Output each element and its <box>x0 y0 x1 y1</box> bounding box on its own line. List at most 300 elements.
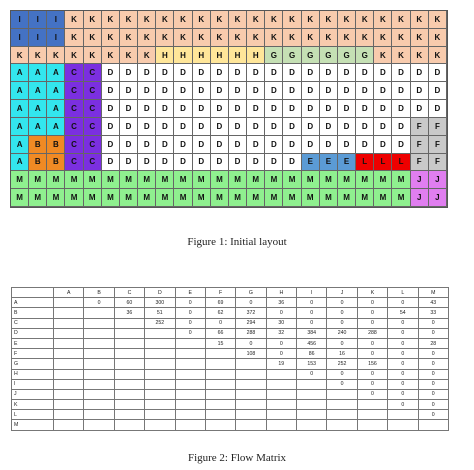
layout-cell-D: D <box>320 118 338 136</box>
flow-matrix-cell <box>114 359 144 369</box>
flow-matrix-cell: 0 <box>357 318 387 328</box>
flow-matrix-cell: 300 <box>145 298 175 308</box>
flow-matrix-cell: 0 <box>357 379 387 389</box>
flow-matrix-cell <box>175 349 205 359</box>
layout-cell-B: B <box>47 154 65 172</box>
flow-matrix-column-header: G <box>236 288 266 298</box>
flow-matrix-cell <box>297 400 327 410</box>
layout-cell-K: K <box>120 29 138 47</box>
flow-matrix-column-header: J <box>327 288 357 298</box>
layout-cell-K: K <box>29 47 47 65</box>
flow-matrix-row <box>12 328 449 338</box>
flow-matrix-cell <box>54 410 84 420</box>
flow-matrix-table <box>11 287 449 431</box>
layout-cell-K: K <box>211 11 229 29</box>
flow-matrix-cell <box>84 308 114 318</box>
flow-matrix-row <box>12 298 449 308</box>
flow-matrix-cell <box>54 389 84 399</box>
layout-cell-K: K <box>374 29 392 47</box>
layout-cell-D: D <box>229 118 247 136</box>
layout-cell-D: D <box>229 100 247 118</box>
flow-matrix-cell <box>236 379 266 389</box>
flow-matrix-column-header: C <box>114 288 144 298</box>
layout-cell-D: D <box>156 82 174 100</box>
flow-matrix-row <box>12 400 449 410</box>
flow-matrix-cell <box>388 410 418 420</box>
flow-matrix-cell <box>84 338 114 348</box>
flow-matrix-cell <box>54 349 84 359</box>
layout-cell-F: F <box>411 118 429 136</box>
flow-matrix-row <box>12 389 449 399</box>
layout-cell-D: D <box>120 100 138 118</box>
layout-cell-K: K <box>283 11 301 29</box>
layout-cell-K: K <box>265 29 283 47</box>
flow-matrix-cell <box>145 420 175 430</box>
flow-matrix-cell: 0 <box>357 298 387 308</box>
layout-cell-G: G <box>302 47 320 65</box>
layout-cell-M: M <box>302 171 320 189</box>
flow-matrix-cell <box>54 318 84 328</box>
layout-cell-C: C <box>65 82 83 100</box>
layout-cell-C: C <box>84 100 102 118</box>
layout-cell-D: D <box>174 100 192 118</box>
layout-cell-K: K <box>302 29 320 47</box>
layout-cell-K: K <box>211 29 229 47</box>
flow-matrix-cell: 16 <box>327 349 357 359</box>
flow-matrix-cell: 0 <box>418 379 449 389</box>
flow-matrix-cell <box>145 389 175 399</box>
flow-matrix-cell: 0 <box>388 400 418 410</box>
flow-matrix-cell <box>327 420 357 430</box>
layout-cell-K: K <box>138 11 156 29</box>
flow-matrix-cell: 0 <box>297 369 327 379</box>
layout-cell-D: D <box>174 64 192 82</box>
flow-matrix-cell: 0 <box>175 328 205 338</box>
flow-matrix-row <box>12 410 449 420</box>
flow-matrix-cell <box>266 379 296 389</box>
flow-matrix-row-header: J <box>12 389 54 399</box>
layout-cell-C: C <box>65 136 83 154</box>
flow-matrix-cell <box>145 379 175 389</box>
flow-matrix-cell: 0 <box>266 338 296 348</box>
layout-cell-M: M <box>338 171 356 189</box>
layout-cell-G: G <box>356 47 374 65</box>
flow-matrix-cell <box>205 400 235 410</box>
flow-matrix-cell <box>84 400 114 410</box>
flow-matrix-cell <box>236 389 266 399</box>
layout-cell-M: M <box>174 171 192 189</box>
layout-cell-M: M <box>29 171 47 189</box>
flow-matrix-cell <box>84 410 114 420</box>
layout-cell-D: D <box>392 64 410 82</box>
flow-matrix-row <box>12 318 449 328</box>
flow-matrix-cell <box>84 389 114 399</box>
layout-cell-A: A <box>11 64 29 82</box>
flow-matrix-cell: 288 <box>357 328 387 338</box>
layout-cell-F: F <box>411 154 429 172</box>
layout-cell-D: D <box>193 154 211 172</box>
flow-matrix-cell <box>266 420 296 430</box>
layout-cell-D: D <box>320 100 338 118</box>
layout-cell-M: M <box>138 189 156 207</box>
flow-matrix-cell: 108 <box>236 349 266 359</box>
layout-cell-K: K <box>320 11 338 29</box>
layout-cell-K: K <box>84 11 102 29</box>
flow-matrix-cell <box>236 410 266 420</box>
flow-matrix-cell <box>236 400 266 410</box>
layout-cell-A: A <box>47 82 65 100</box>
flow-matrix-cell <box>297 410 327 420</box>
flow-matrix-cell: 0 <box>418 359 449 369</box>
flow-matrix-row <box>12 349 449 359</box>
flow-matrix-row-header: A <box>12 298 54 308</box>
flow-matrix-cell: 456 <box>297 338 327 348</box>
layout-cell-M: M <box>265 189 283 207</box>
flow-matrix-cell <box>114 379 144 389</box>
layout-cell-K: K <box>392 11 410 29</box>
flow-matrix-column-header: E <box>175 288 205 298</box>
layout-cell-K: K <box>429 47 447 65</box>
flow-matrix-row-header: E <box>12 338 54 348</box>
layout-cell-M: M <box>156 189 174 207</box>
flow-matrix-cell: 0 <box>327 308 357 318</box>
layout-cell-D: D <box>374 136 392 154</box>
flow-matrix-cell <box>145 349 175 359</box>
layout-cell-M: M <box>193 171 211 189</box>
flow-matrix-cell <box>114 328 144 338</box>
flow-matrix-row <box>12 379 449 389</box>
flow-matrix-cell <box>205 369 235 379</box>
flow-matrix-cell: 0 <box>357 338 387 348</box>
flow-matrix-cell: 384 <box>297 328 327 338</box>
layout-cell-D: D <box>374 82 392 100</box>
layout-cell-G: G <box>338 47 356 65</box>
layout-cell-D: D <box>247 82 265 100</box>
layout-cell-D: D <box>283 118 301 136</box>
layout-cell-A: A <box>11 100 29 118</box>
flow-matrix-cell: 69 <box>205 298 235 308</box>
flow-matrix-row-header: K <box>12 400 54 410</box>
flow-matrix-cell <box>175 400 205 410</box>
flow-matrix-cell: 54 <box>388 308 418 318</box>
flow-matrix-cell <box>266 389 296 399</box>
flow-matrix-cell <box>236 420 266 430</box>
layout-cell-K: K <box>283 29 301 47</box>
layout-cell-D: D <box>283 64 301 82</box>
flow-matrix-cell <box>114 420 144 430</box>
flow-matrix-cell: 0 <box>84 298 114 308</box>
layout-cell-K: K <box>47 47 65 65</box>
layout-cell-D: D <box>247 154 265 172</box>
layout-cell-M: M <box>247 189 265 207</box>
flow-matrix-cell <box>327 410 357 420</box>
layout-cell-D: D <box>411 82 429 100</box>
flow-matrix-cell: 0 <box>357 389 387 399</box>
layout-cell-C: C <box>84 64 102 82</box>
flow-matrix-row-header: C <box>12 318 54 328</box>
layout-cell-D: D <box>138 136 156 154</box>
flow-matrix-cell <box>84 349 114 359</box>
layout-cell-G: G <box>320 47 338 65</box>
layout-cell-D: D <box>429 82 447 100</box>
layout-cell-K: K <box>411 11 429 29</box>
layout-cell-B: B <box>29 136 47 154</box>
layout-cell-B: B <box>29 154 47 172</box>
layout-cell-K: K <box>356 11 374 29</box>
figure-2-caption: Figure 2: Flow Matrix <box>187 452 287 464</box>
flow-matrix-column-header: A <box>54 288 84 298</box>
flow-matrix-cell: 0 <box>327 338 357 348</box>
flow-matrix-cell <box>54 379 84 389</box>
layout-cell-E: E <box>338 154 356 172</box>
layout-cell-D: D <box>356 64 374 82</box>
layout-cell-D: D <box>193 136 211 154</box>
layout-cell-D: D <box>283 100 301 118</box>
layout-cell-D: D <box>211 118 229 136</box>
layout-cell-K: K <box>429 11 447 29</box>
layout-cell-D: D <box>265 154 283 172</box>
flow-matrix-cell <box>114 389 144 399</box>
layout-cell-D: D <box>283 82 301 100</box>
layout-cell-D: D <box>102 118 120 136</box>
layout-cell-K: K <box>193 11 211 29</box>
layout-cell-D: D <box>265 100 283 118</box>
layout-cell-K: K <box>392 47 410 65</box>
flow-matrix-cell <box>145 400 175 410</box>
layout-cell-D: D <box>302 136 320 154</box>
layout-cell-M: M <box>283 189 301 207</box>
flow-matrix-cell: 32 <box>266 328 296 338</box>
flow-matrix-cell: 288 <box>236 328 266 338</box>
flow-matrix-cell <box>175 389 205 399</box>
flow-matrix-cell: 0 <box>236 298 266 308</box>
layout-cell-K: K <box>84 47 102 65</box>
layout-cell-E: E <box>320 154 338 172</box>
layout-cell-C: C <box>84 82 102 100</box>
flow-matrix-cell: 294 <box>236 318 266 328</box>
layout-cell-D: D <box>247 64 265 82</box>
flow-matrix-cell: 36 <box>114 308 144 318</box>
flow-matrix-row-header: G <box>12 359 54 369</box>
layout-cell-M: M <box>211 189 229 207</box>
flow-matrix-cell: 0 <box>388 369 418 379</box>
layout-cell-D: D <box>211 136 229 154</box>
layout-cell-K: K <box>229 29 247 47</box>
layout-cell-A: A <box>11 82 29 100</box>
layout-cell-M: M <box>193 189 211 207</box>
layout-cell-E: E <box>302 154 320 172</box>
layout-cell-K: K <box>392 29 410 47</box>
layout-cell-D: D <box>374 64 392 82</box>
layout-cell-C: C <box>65 100 83 118</box>
layout-cell-M: M <box>229 171 247 189</box>
flow-matrix-cell: 0 <box>388 318 418 328</box>
layout-cell-M: M <box>302 189 320 207</box>
flow-matrix-cell: 0 <box>327 369 357 379</box>
layout-cell-D: D <box>102 154 120 172</box>
layout-cell-D: D <box>265 118 283 136</box>
layout-cell-M: M <box>320 171 338 189</box>
flow-matrix-column-header: L <box>388 288 418 298</box>
flow-matrix-cell: 0 <box>357 308 387 318</box>
layout-cell-M: M <box>102 171 120 189</box>
layout-cell-D: D <box>193 118 211 136</box>
flow-matrix-cell <box>266 400 296 410</box>
flow-matrix-column-header: H <box>266 288 296 298</box>
layout-cell-A: A <box>47 118 65 136</box>
flow-matrix-cell: 0 <box>266 349 296 359</box>
layout-cell-D: D <box>156 154 174 172</box>
flow-matrix-cell <box>54 298 84 308</box>
flow-matrix-cell <box>297 389 327 399</box>
layout-cell-J: J <box>411 171 429 189</box>
layout-cell-A: A <box>11 118 29 136</box>
flow-matrix-cell <box>114 400 144 410</box>
layout-cell-D: D <box>193 64 211 82</box>
flow-matrix-row <box>12 338 449 348</box>
flow-matrix-cell: 0 <box>418 369 449 379</box>
flow-matrix-cell <box>114 369 144 379</box>
layout-cell-H: H <box>174 47 192 65</box>
flow-matrix-cell <box>145 369 175 379</box>
flow-matrix-cell <box>175 359 205 369</box>
layout-cell-D: D <box>338 100 356 118</box>
flow-matrix-cell: 0 <box>327 379 357 389</box>
layout-cell-L: L <box>356 154 374 172</box>
flow-matrix-cell: 0 <box>266 308 296 318</box>
flow-matrix-cell <box>357 410 387 420</box>
layout-cell-M: M <box>356 189 374 207</box>
flow-matrix-cell: 0 <box>357 349 387 359</box>
layout-cell-K: K <box>156 11 174 29</box>
layout-cell-M: M <box>211 171 229 189</box>
layout-cell-M: M <box>374 189 392 207</box>
layout-cell-M: M <box>84 189 102 207</box>
layout-cell-M: M <box>102 189 120 207</box>
layout-cell-D: D <box>320 136 338 154</box>
layout-cell-K: K <box>374 47 392 65</box>
layout-cell-D: D <box>283 136 301 154</box>
flow-matrix-column-header: F <box>205 288 235 298</box>
flow-matrix-cell <box>236 359 266 369</box>
flow-matrix-cell: 0 <box>388 338 418 348</box>
layout-cell-C: C <box>84 118 102 136</box>
layout-cell-D: D <box>356 82 374 100</box>
layout-cell-D: D <box>102 64 120 82</box>
flow-matrix-cell: 0 <box>388 379 418 389</box>
layout-cell-D: D <box>138 64 156 82</box>
layout-cell-D: D <box>320 64 338 82</box>
layout-cell-C: C <box>65 64 83 82</box>
flow-matrix-cell <box>84 328 114 338</box>
flow-matrix-cell: 0 <box>418 318 449 328</box>
layout-cell-G: G <box>283 47 301 65</box>
layout-cell-I: I <box>29 29 47 47</box>
layout-cell-K: K <box>102 47 120 65</box>
flow-matrix-cell <box>175 410 205 420</box>
layout-cell-D: D <box>156 64 174 82</box>
layout-cell-K: K <box>11 47 29 65</box>
layout-cell-D: D <box>338 82 356 100</box>
flow-matrix-cell: 0 <box>297 308 327 318</box>
layout-cell-J: J <box>411 189 429 207</box>
flow-matrix-cell: 0 <box>388 328 418 338</box>
layout-cell-D: D <box>138 100 156 118</box>
layout-cell-B: B <box>47 136 65 154</box>
layout-cell-D: D <box>120 64 138 82</box>
layout-cell-K: K <box>174 29 192 47</box>
layout-cell-M: M <box>120 189 138 207</box>
layout-cell-D: D <box>211 64 229 82</box>
flow-matrix-column-header: B <box>84 288 114 298</box>
flow-matrix-cell <box>205 379 235 389</box>
layout-cell-C: C <box>65 118 83 136</box>
flow-matrix-column-header: K <box>357 288 387 298</box>
flow-matrix-header-row <box>12 288 449 298</box>
layout-cell-M: M <box>120 171 138 189</box>
flow-matrix-cell <box>266 369 296 379</box>
initial-layout-grid <box>10 10 448 208</box>
layout-cell-M: M <box>11 189 29 207</box>
layout-cell-D: D <box>411 64 429 82</box>
layout-cell-A: A <box>11 136 29 154</box>
flow-matrix-cell <box>84 318 114 328</box>
flow-matrix-cell <box>145 338 175 348</box>
layout-cell-K: K <box>120 47 138 65</box>
flow-matrix-column-header: M <box>418 288 449 298</box>
flow-matrix-cell <box>205 410 235 420</box>
flow-matrix-cell <box>297 420 327 430</box>
flow-matrix-row <box>12 308 449 318</box>
layout-cell-K: K <box>302 11 320 29</box>
flow-matrix-column-header: D <box>145 288 175 298</box>
layout-cell-K: K <box>102 29 120 47</box>
flow-matrix-cell: 0 <box>388 389 418 399</box>
layout-cell-I: I <box>47 11 65 29</box>
layout-cell-F: F <box>429 136 447 154</box>
flow-matrix-cell: 0 <box>388 298 418 308</box>
flow-matrix-row-header: D <box>12 328 54 338</box>
layout-cell-K: K <box>84 29 102 47</box>
flow-matrix-cell <box>114 338 144 348</box>
flow-matrix-cell: 372 <box>236 308 266 318</box>
layout-cell-I: I <box>11 29 29 47</box>
flow-matrix-cell: 0 <box>388 359 418 369</box>
flow-matrix-cell: 156 <box>357 359 387 369</box>
flow-matrix-cell: 0 <box>418 328 449 338</box>
layout-cell-M: M <box>265 171 283 189</box>
flow-matrix-cell <box>357 400 387 410</box>
layout-cell-H: H <box>193 47 211 65</box>
flow-matrix-cell <box>54 420 84 430</box>
layout-cell-D: D <box>156 100 174 118</box>
layout-cell-M: M <box>138 171 156 189</box>
layout-cell-M: M <box>247 171 265 189</box>
layout-cell-M: M <box>320 189 338 207</box>
flow-matrix-cell <box>175 369 205 379</box>
flow-matrix-cell: 0 <box>297 318 327 328</box>
layout-cell-D: D <box>356 136 374 154</box>
layout-cell-D: D <box>302 64 320 82</box>
flow-matrix-cell: 30 <box>266 318 296 328</box>
flow-matrix-cell: 36 <box>266 298 296 308</box>
layout-cell-M: M <box>11 171 29 189</box>
layout-cell-K: K <box>411 47 429 65</box>
layout-cell-M: M <box>47 189 65 207</box>
flow-matrix-cell <box>54 328 84 338</box>
layout-cell-K: K <box>120 11 138 29</box>
layout-cell-K: K <box>429 29 447 47</box>
